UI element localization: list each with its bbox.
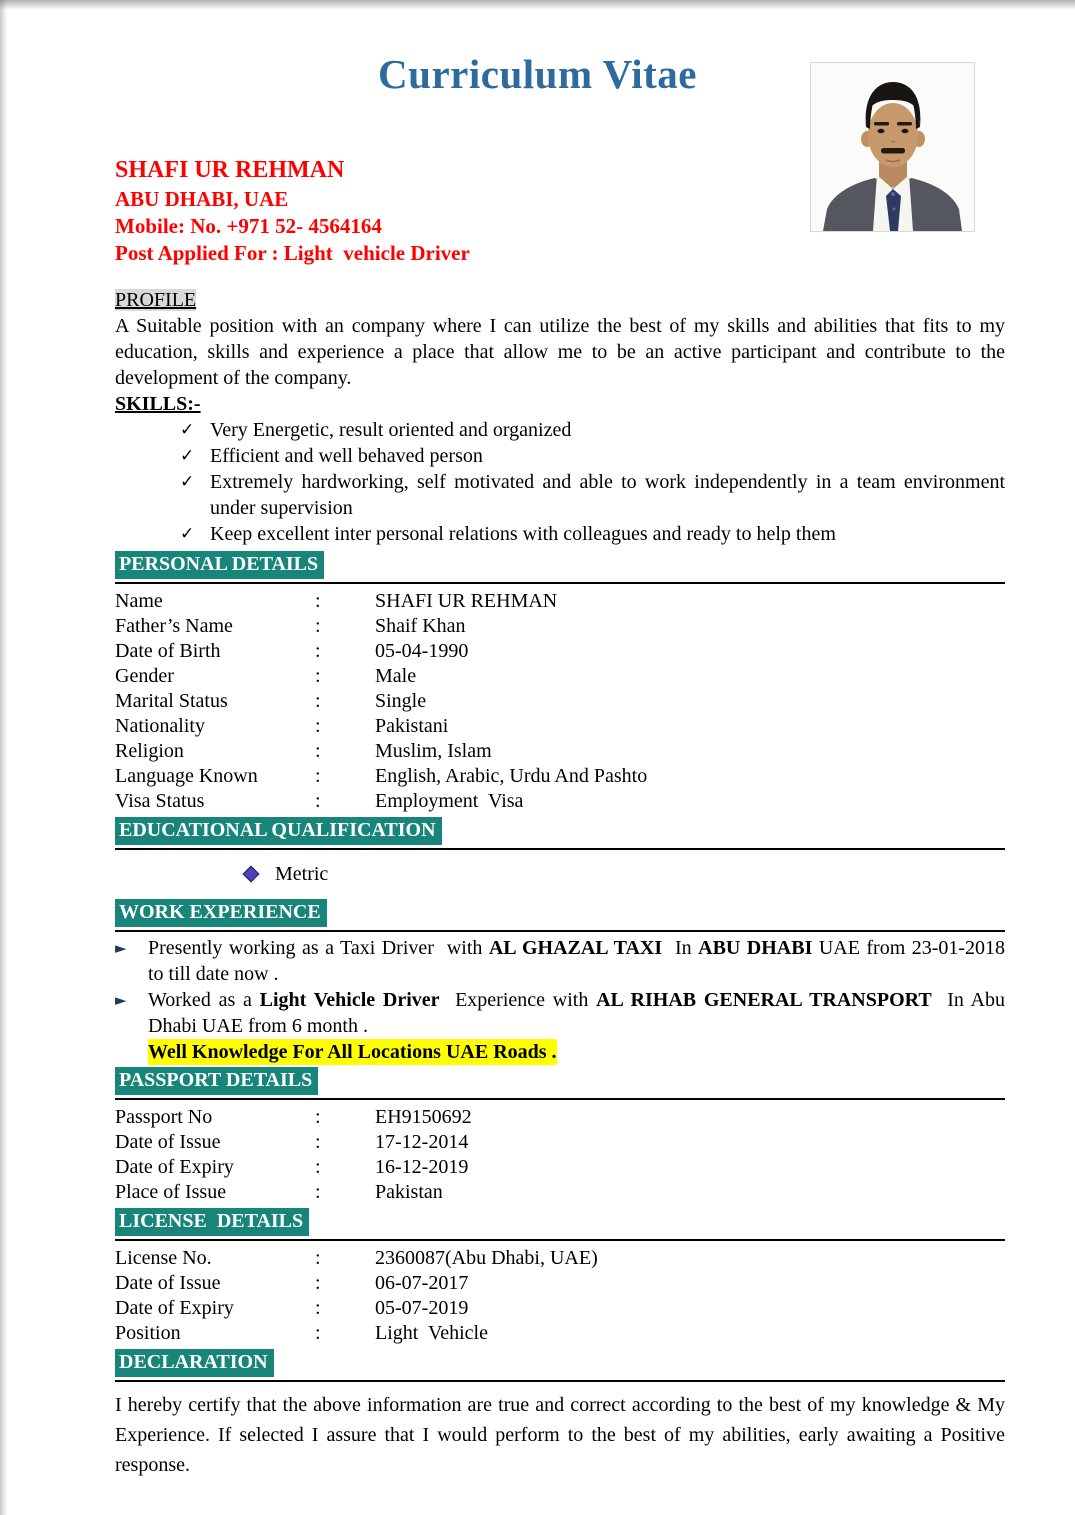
detail-row — [115, 789, 1005, 814]
page-title: Curriculum Vitae — [378, 51, 697, 97]
skill-item-text: Very Energetic, result oriented and organized — [210, 419, 572, 441]
detail-value: 05-04-1990 — [375, 640, 469, 662]
work-experience-text — [148, 935, 1016, 987]
detail-value: Shaif Khan — [375, 615, 466, 637]
detail-value: English, Arabic, Urdu And Pashto — [375, 765, 648, 787]
detail-value: Employment Visa — [375, 790, 524, 812]
detail-colon: : — [315, 1322, 321, 1344]
detail-label: Date of Issue — [115, 1131, 221, 1153]
detail-row — [115, 1246, 1005, 1271]
detail-row — [115, 614, 1005, 639]
work-highlight-wrap — [148, 1039, 1005, 1065]
detail-row — [115, 639, 1005, 664]
check-icon: ✓ — [180, 524, 195, 544]
text-segment: In Abu Dhabi UAE from 6 month . — [148, 989, 1010, 1037]
detail-row — [115, 1180, 1005, 1205]
detail-value: Pakistan — [375, 1181, 443, 1203]
detail-label: Date of Expiry — [115, 1297, 234, 1319]
declaration-text: I hereby certify that the above information are true and correct according to the best of my knowledge & My Experience. If selected I assure that I would perform to the best of my abilities, early awaiting a Positive response. — [115, 1394, 1005, 1476]
declaration-section — [115, 1349, 1005, 1480]
skill-item-text: Efficient and well behaved person — [210, 445, 483, 467]
diamond-bullet-icon — [243, 866, 260, 883]
detail-row — [115, 689, 1005, 714]
detail-value: Single — [375, 690, 427, 712]
detail-row — [115, 589, 1005, 614]
detail-value: Male — [375, 665, 417, 687]
detail-row — [115, 1296, 1005, 1321]
post-applied: Post Applied For : Light vehicle Driver — [115, 241, 470, 265]
section-heading-personal-details: PERSONAL DETAILS — [115, 551, 324, 579]
section-rule — [115, 930, 1005, 932]
detail-label: Gender — [115, 665, 174, 687]
page-edge-shadow-left — [0, 0, 7, 1515]
text-segment: AL GHAZAL TAXI — [488, 937, 663, 959]
work-experience-item — [115, 987, 1010, 1039]
detail-label: Name — [115, 590, 163, 612]
detail-row — [115, 664, 1005, 689]
section-heading-license-details: LICENSE DETAILS — [115, 1208, 309, 1236]
section-heading-passport-details: PASSPORT DETAILS — [115, 1067, 318, 1095]
arrow-bullet-icon: ► — [115, 939, 127, 957]
section-heading-work-experience: WORK EXPERIENCE — [115, 899, 327, 927]
candidate-mobile: Mobile: No. +971 52- 4564164 — [115, 214, 382, 238]
detail-colon: : — [315, 790, 321, 812]
detail-label: License No. — [115, 1247, 212, 1269]
detail-colon: : — [315, 1131, 321, 1153]
page-edge-shadow-top — [0, 0, 1075, 10]
detail-colon: : — [315, 1247, 321, 1269]
section-rule — [115, 1239, 1005, 1241]
personal-details-section — [115, 551, 1005, 814]
detail-value: 2360087(Abu Dhabi, UAE) — [375, 1247, 598, 1269]
passport-section — [115, 1067, 1005, 1205]
detail-colon: : — [315, 715, 321, 737]
detail-row — [115, 1271, 1005, 1296]
education-item — [245, 861, 1005, 887]
skill-item-text: Extremely hardworking, self motivated and able to work independently in a team environment under supervision — [210, 471, 1005, 519]
skills-heading: SKILLS:- — [115, 393, 201, 415]
check-icon: ✓ — [180, 472, 195, 492]
detail-label: Date of Birth — [115, 640, 221, 662]
portrait-illustration — [811, 63, 974, 231]
work-experience-item — [115, 935, 1016, 987]
detail-label: Position — [115, 1322, 181, 1344]
section-rule — [115, 582, 1005, 584]
section-heading-educational-qualification: EDUCATIONAL QUALIFICATION — [115, 817, 442, 845]
detail-label: Language Known — [115, 765, 258, 787]
detail-colon: : — [315, 1272, 321, 1294]
profile-section — [115, 287, 1005, 547]
work-experience-list — [115, 935, 1016, 1039]
detail-colon: : — [315, 1297, 321, 1319]
candidate-name: SHAFI UR REHMAN — [115, 157, 345, 183]
detail-colon: : — [315, 1106, 321, 1128]
detail-label: Father’s Name — [115, 615, 233, 637]
skill-item — [115, 469, 1005, 521]
profile-heading: PROFILE — [115, 289, 197, 311]
skill-item-text: Keep excellent inter personal relations with colleagues and ready to help them — [210, 523, 836, 545]
arrow-bullet-icon: ► — [115, 991, 127, 1009]
detail-value: Muslim, Islam — [375, 740, 492, 762]
detail-colon: : — [315, 740, 321, 762]
profile-text: A Suitable position with an company where I can utilize the best of my skills and abilities that fits to my education, skills and experience a place that allow me to be an active participant and contribute to the development of the company. — [115, 315, 1005, 389]
text-segment: AL RIHAB GENERAL TRANSPORT — [596, 989, 932, 1011]
candidate-location: ABU DHABI, UAE — [115, 187, 289, 211]
detail-value: 06-07-2017 — [375, 1272, 469, 1294]
detail-row — [115, 739, 1005, 764]
section-rule — [115, 848, 1005, 850]
license-section — [115, 1208, 1005, 1346]
section-rule — [115, 1098, 1005, 1100]
detail-label: Place of Issue — [115, 1181, 227, 1203]
detail-row — [115, 1105, 1005, 1130]
detail-colon: : — [315, 665, 321, 687]
detail-label: Passport No — [115, 1106, 213, 1128]
detail-value: 05-07-2019 — [375, 1297, 469, 1319]
detail-colon: : — [315, 1156, 321, 1178]
detail-colon: : — [315, 1181, 321, 1203]
text-segment: Experience with — [439, 989, 597, 1011]
license-table — [115, 1246, 1005, 1346]
detail-label: Marital Status — [115, 690, 228, 712]
passport-table — [115, 1105, 1005, 1205]
detail-colon: : — [315, 615, 321, 637]
work-highlight: Well Knowledge For All Locations UAE Roads . — [148, 1041, 557, 1063]
detail-value: 16-12-2019 — [375, 1156, 469, 1178]
detail-colon: : — [315, 690, 321, 712]
profile-photo — [810, 62, 975, 232]
detail-value: 17-12-2014 — [375, 1131, 469, 1153]
education-section — [115, 817, 1005, 887]
detail-label: Visa Status — [115, 790, 205, 812]
detail-value: SHAFI UR REHMAN — [375, 590, 558, 612]
detail-row — [115, 1321, 1005, 1346]
text-segment: ABU DHABI — [698, 937, 813, 959]
detail-value: Pakistani — [375, 715, 449, 737]
personal-details-table — [115, 589, 1005, 814]
detail-row — [115, 1155, 1005, 1180]
detail-colon: : — [315, 765, 321, 787]
education-list — [115, 861, 1005, 887]
detail-value: EH9150692 — [375, 1106, 472, 1128]
detail-label: Date of Issue — [115, 1272, 221, 1294]
text-segment: Presently working as a Taxi Driver with — [148, 937, 489, 959]
education-item-text: Metric — [275, 863, 329, 885]
check-icon: ✓ — [180, 420, 195, 440]
work-experience-section — [115, 899, 1016, 1065]
text-segment: UAE from 23-01-2018 to till date now . — [148, 937, 1016, 985]
detail-label: Date of Expiry — [115, 1156, 234, 1178]
detail-label: Religion — [115, 740, 184, 762]
text-segment: In — [662, 937, 699, 959]
detail-colon: : — [315, 590, 321, 612]
detail-row — [115, 764, 1005, 789]
detail-value: Light Vehicle — [375, 1322, 488, 1344]
detail-colon: : — [315, 640, 321, 662]
detail-label: Nationality — [115, 715, 205, 737]
skills-list — [115, 417, 1005, 547]
skill-item — [115, 443, 1005, 469]
section-heading-declaration: DECLARATION — [115, 1349, 274, 1377]
text-segment: Worked as a — [148, 989, 260, 1011]
detail-row — [115, 714, 1005, 739]
skill-item — [115, 521, 1005, 547]
section-rule — [115, 1380, 1005, 1382]
text-segment: Light Vehicle Driver — [259, 989, 440, 1011]
detail-row — [115, 1130, 1005, 1155]
work-experience-text — [148, 987, 1010, 1039]
check-icon: ✓ — [180, 446, 195, 466]
skill-item — [115, 417, 1005, 443]
